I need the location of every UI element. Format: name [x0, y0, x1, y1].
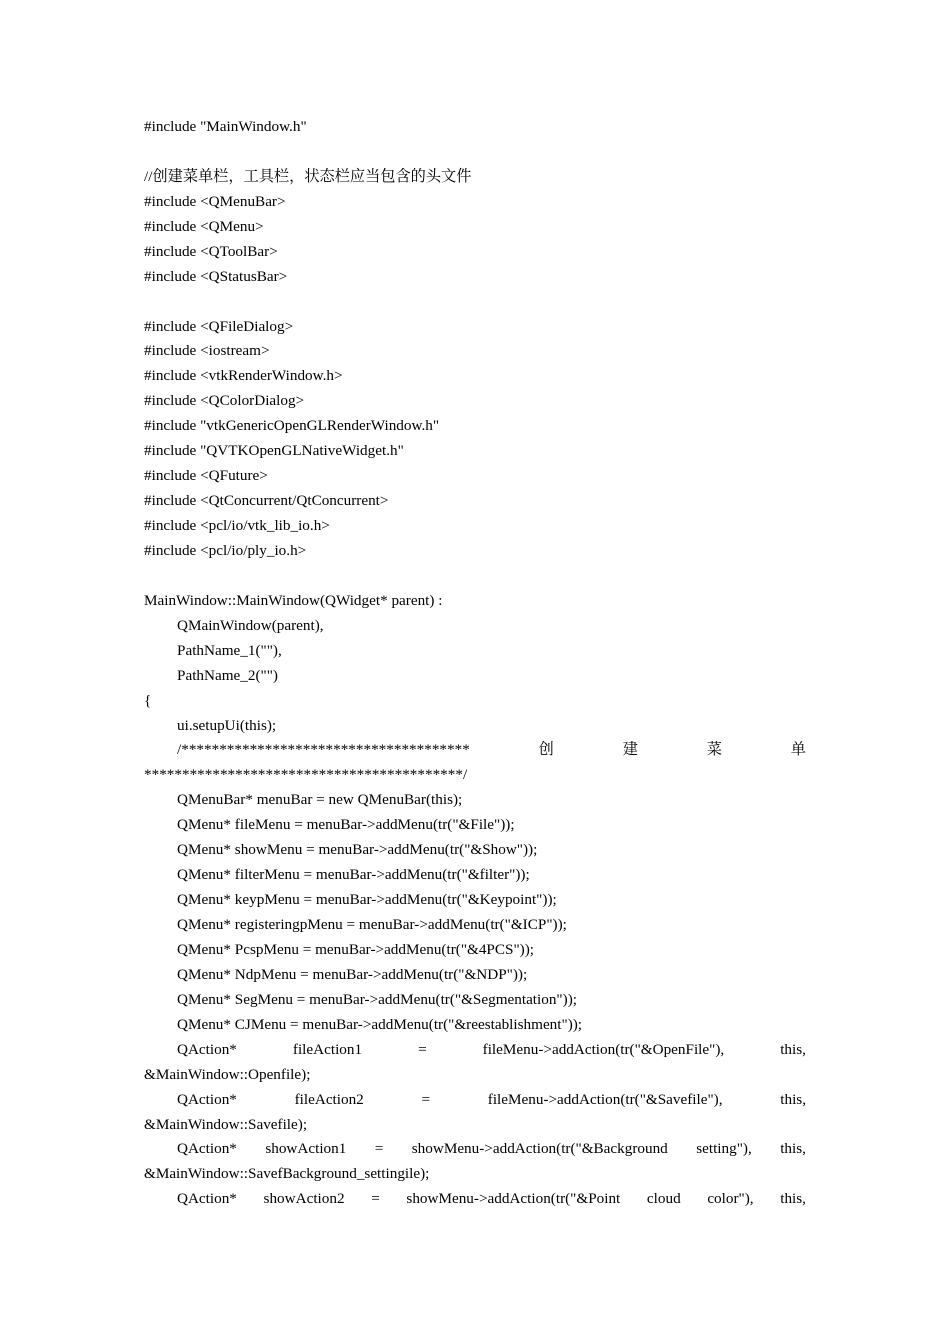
code-line: QMenu* PcspMenu = menuBar->addMenu(tr("&4PCS")); [177, 940, 534, 958]
code-line: QMenu* fileMenu = menuBar->addMenu(tr("&File")); [177, 816, 515, 834]
code-line: #include <QtConcurrent/QtConcurrent> [144, 492, 389, 510]
code-line: QMenu* CJMenu = menuBar->addMenu(tr("&reestablishment")); [177, 1015, 583, 1033]
code-token: setting"), [696, 1140, 752, 1158]
code-token: = [418, 1040, 427, 1058]
code-token: QAction* [177, 1040, 237, 1058]
code-line: QMenu* registeringpMenu = menuBar->addMenu(tr("&ICP")); [177, 916, 567, 933]
code-line: #include <pcl/io/ply_io.h> [144, 541, 307, 559]
code-token: = [374, 1140, 384, 1158]
code-line: QMenuBar* menuBar = new QMenuBar(this); [177, 791, 463, 809]
code-line: #include <QToolBar> [144, 242, 278, 260]
code-token: 菜 [706, 741, 722, 759]
code-line: #include <QFileDialog> [144, 317, 294, 335]
code-line: #include "QVTKOpenGLNativeWidget.h" [144, 442, 404, 460]
code-token: /************************************** [177, 741, 470, 759]
code-line: ui.setupUi(this); [177, 716, 277, 734]
code-token: showAction2 [263, 1190, 345, 1208]
code-line: QMenu* NdpMenu = menuBar->addMenu(tr("&NDP")); [177, 965, 528, 983]
code-line: QMenu* SegMenu = menuBar->addMenu(tr("&Segmentation")); [177, 990, 577, 1008]
code-token: fileAction1 [292, 1040, 363, 1058]
code-line [144, 1088, 806, 1113]
code-line: QMainWindow(parent), [177, 616, 324, 634]
code-line: MainWindow::MainWindow(QWidget* parent) : [144, 591, 443, 609]
code-line: #include <QMenuBar> [144, 192, 286, 210]
code-line: QMenu* showMenu = menuBar->addMenu(tr("&Show")); [177, 841, 538, 859]
code-token: = [371, 1190, 380, 1208]
code-line [144, 1187, 806, 1212]
code-token: QAction* [177, 1090, 237, 1108]
code-token: 创 [538, 741, 554, 759]
code-line [144, 140, 806, 165]
code-token: color"), [707, 1190, 754, 1208]
code-line: #include "MainWindow.h" [144, 118, 307, 135]
code-block [144, 115, 806, 1212]
code-token: fileMenu->addAction(tr("&OpenFile"), [482, 1040, 725, 1058]
code-token: this, [780, 1140, 806, 1158]
code-token: showMenu->addAction(tr("&Background [411, 1140, 668, 1158]
code-line: #include <pcl/io/vtk_lib_io.h> [144, 517, 330, 534]
code-token: this, [780, 1090, 806, 1108]
code-line: #include "vtkGenericOpenGLRenderWindow.h" [144, 417, 440, 435]
code-line: QMenu* keypMenu = menuBar->addMenu(tr("&Keypoint")); [177, 891, 557, 909]
code-line [144, 1038, 806, 1063]
code-line: PathName_2("") [177, 666, 278, 684]
code-line: &MainWindow::SavefBackground_settingile); [144, 1165, 430, 1183]
code-token: this, [780, 1190, 806, 1208]
code-token: showMenu->addAction(tr("&Point [406, 1190, 621, 1208]
code-token: showAction1 [265, 1140, 347, 1158]
code-line: &MainWindow::Openfile); [144, 1065, 311, 1083]
code-line: #include <QFuture> [144, 467, 268, 485]
code-token: = [421, 1090, 431, 1108]
code-token: 单 [790, 741, 806, 759]
code-token: cloud [646, 1190, 681, 1208]
code-comment [144, 738, 806, 763]
code-line [144, 1137, 806, 1162]
code-line: #include <iostream> [144, 342, 270, 360]
code-line [144, 564, 806, 589]
code-line: #include <QColorDialog> [144, 392, 305, 410]
code-line [144, 290, 806, 315]
code-comment: ******************************************/ [144, 766, 468, 784]
code-token: fileAction2 [294, 1090, 364, 1108]
code-line: &MainWindow::Savefile); [144, 1115, 308, 1133]
code-line: #include <vtkRenderWindow.h> [144, 367, 343, 385]
code-line: #include <QMenu> [144, 217, 264, 235]
code-line: { [144, 691, 152, 709]
code-token: this, [780, 1040, 806, 1058]
code-token: QAction* [177, 1140, 237, 1158]
code-token: QAction* [177, 1190, 237, 1208]
code-line: PathName_1(""), [177, 641, 282, 659]
code-comment: //创建菜单栏，工具栏，状态栏应当包含的头文件 [144, 167, 472, 185]
code-token: fileMenu->addAction(tr("&Savefile"), [487, 1090, 723, 1108]
code-line: #include <QStatusBar> [144, 267, 288, 285]
code-token: 建 [622, 741, 638, 759]
code-line: QMenu* filterMenu = menuBar->addMenu(tr("&filter")); [177, 866, 530, 884]
